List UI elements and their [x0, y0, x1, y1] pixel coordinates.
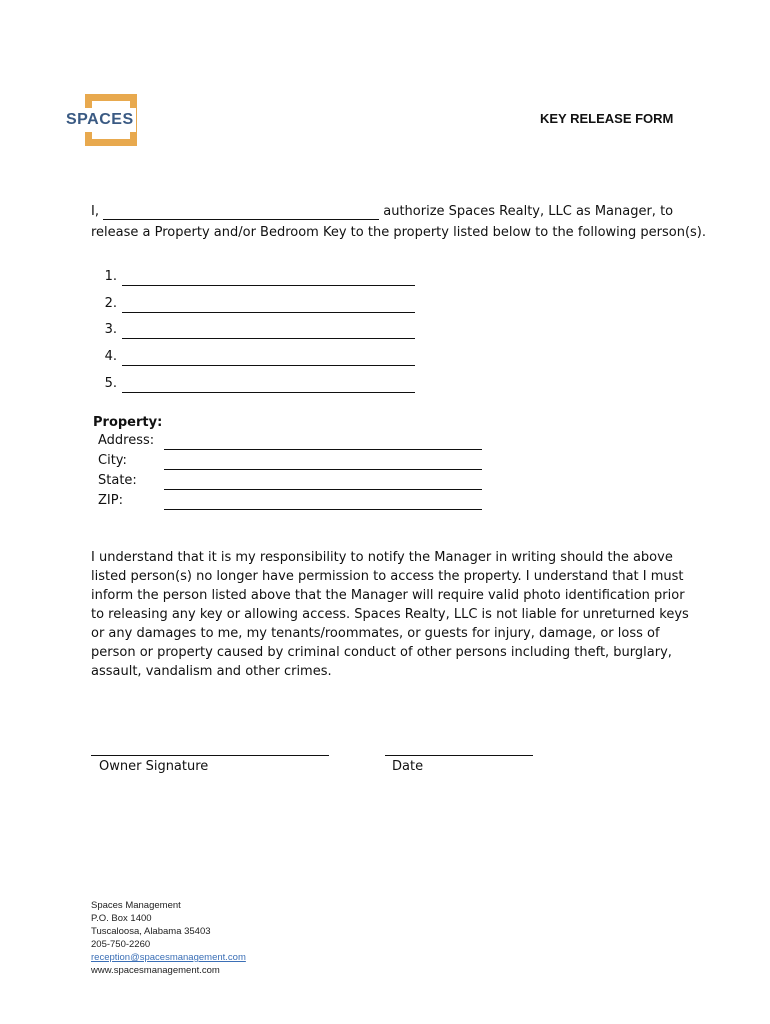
- state-label: State:: [98, 473, 137, 488]
- owner-signature-label: Owner Signature: [99, 759, 209, 774]
- footer-contact: [91, 899, 246, 977]
- footer-po-box: P.O. Box 1400: [91, 913, 152, 924]
- property-heading: Property:: [93, 415, 163, 430]
- city-field[interactable]: [164, 469, 482, 470]
- person-number: 1.: [104, 269, 117, 284]
- footer-city: Tuscaloosa, Alabama 35403: [91, 926, 211, 937]
- footer-company: Spaces Management: [91, 900, 181, 911]
- logo-text: SPACES: [66, 111, 134, 128]
- address-field[interactable]: [164, 449, 482, 450]
- person-name-field[interactable]: [122, 392, 415, 393]
- responsibility-paragraph: I understand that it is my responsibility to notify the Manager in writing should the above listed person(s) no longer have permission to access the property. I understand that I must inform the person listed above that the Manager will require valid photo identification prior to releasing any key or allowing access. Spaces Realty, LLC is not liable for unreturned keys or any damages to me, my tenants/roommates, or guests for injury, damage, or loss of person or property caused by criminal conduct of other persons including theft, burglary, assault, vandalism and other crimes.: [91, 550, 689, 679]
- intro-suffix: authorize Spaces Realty, LLC as Manager, to: [383, 204, 674, 219]
- intro-prefix: I,: [91, 204, 99, 219]
- date-label: Date: [392, 759, 424, 774]
- intro-line-2: release a Property and/or Bedroom Key to the property listed below to the following person(s).: [91, 225, 706, 240]
- authorizer-name-field[interactable]: [103, 204, 379, 220]
- person-number: 2.: [104, 296, 117, 311]
- person-number: 5.: [104, 376, 117, 391]
- footer-website: www.spacesmanagement.com: [91, 965, 220, 976]
- person-name-field[interactable]: [122, 338, 415, 339]
- zip-label: ZIP:: [98, 493, 123, 508]
- footer-phone: 205-750-2260: [91, 939, 151, 950]
- person-number: 4.: [104, 349, 117, 364]
- date-field[interactable]: [385, 755, 533, 756]
- person-name-field[interactable]: [122, 365, 415, 366]
- footer-email-link[interactable]: reception@spacesmanagement.com: [91, 952, 246, 963]
- state-field[interactable]: [164, 489, 482, 490]
- city-label: City:: [98, 453, 127, 468]
- owner-signature-field[interactable]: [91, 755, 329, 756]
- person-name-field[interactable]: [122, 285, 415, 286]
- person-number: 3.: [104, 322, 117, 337]
- intro-line-1: [91, 204, 673, 220]
- address-label: Address:: [98, 433, 155, 448]
- zip-field[interactable]: [164, 509, 482, 510]
- person-name-field[interactable]: [122, 312, 415, 313]
- form-title: KEY RELEASE FORM: [540, 111, 674, 126]
